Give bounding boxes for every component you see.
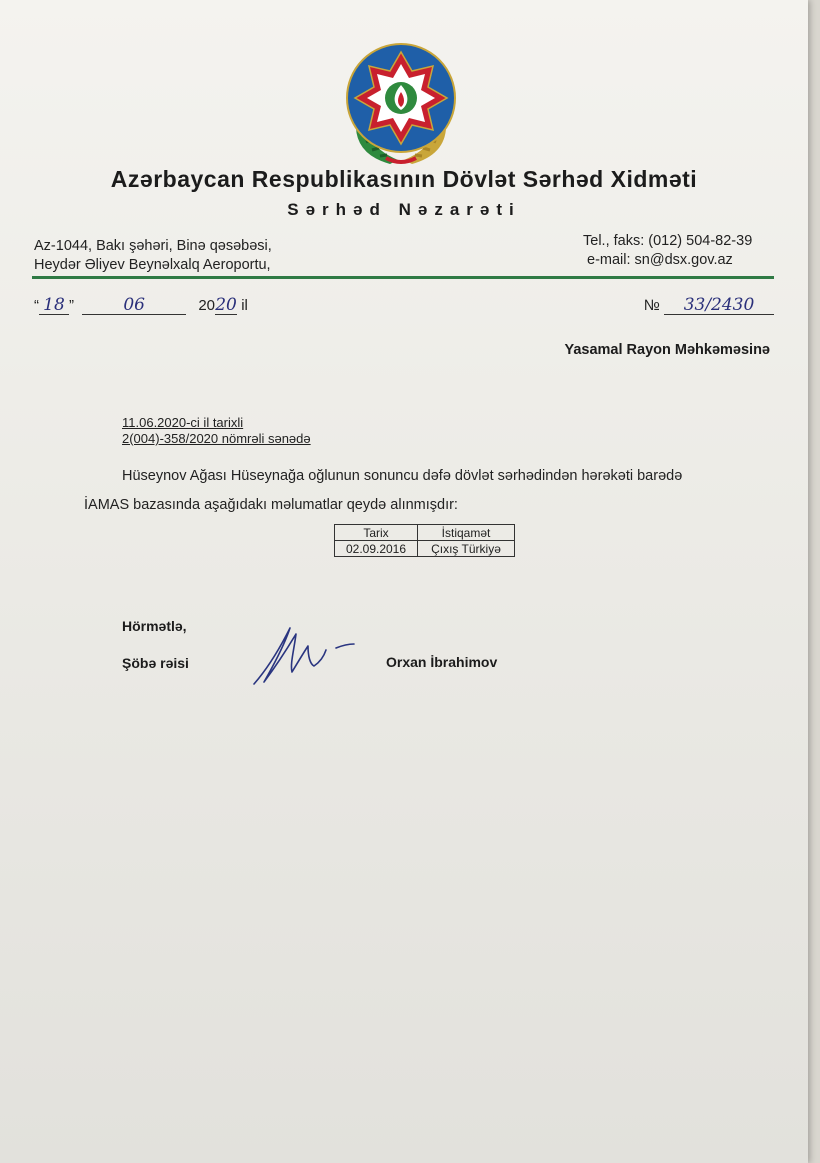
reference-line: 11.06.2020-ci il tarixli [122,415,244,430]
header-divider [32,276,774,279]
recipient: Yasamal Rayon Məhkəməsinə [564,342,770,358]
address-block [34,237,272,275]
signatory-position: Şöbə rəisi [122,655,189,671]
cell-direction: Çıxış Türkiyə [418,541,515,557]
date-close-quote: ” [69,297,74,314]
address-line: Az-1044, Bakı şəhəri, Binə qəsəbəsi, [34,238,272,254]
date-open-quote: “ [34,297,39,314]
organization-title: Azərbaycan Respublikasının Dövlət Sərhəd Xidməti [110,166,698,192]
letter-body [84,462,776,520]
body-line: İAMAS bazasında aşağıdakı məlumatlar qeydə alınmışdır: [84,497,458,513]
table-header-row [335,525,515,541]
cell-date: 02.09.2016 [335,541,418,557]
handwritten-signature [250,622,360,688]
phone-fax: Tel., faks: (012) 504-82-39 [583,233,753,249]
closing-salutation: Hörmətlə, [122,618,187,634]
date-day: 18 [39,296,69,315]
date-month: 06 [82,296,186,315]
header-cell-direction: İstiqamət [418,525,515,541]
date-number-row [34,296,774,322]
date-year-suffix: 20 [215,295,237,315]
contact-block [583,232,752,270]
organization-subtitle: Sərhəd Nəzarəti [287,200,521,219]
number-label: № [643,297,660,314]
date-year-prefix: 20 [198,297,216,314]
body-line: Hüseynov Ağası Hüseynağa oğlunun sonuncu dəfə dövlət sərhədindən hərəkəti barədə [122,468,683,484]
reference-block [122,415,311,447]
border-crossing-table [334,524,515,557]
document-number [644,296,774,315]
state-emblem-icon [340,36,462,168]
address-line: Heydər Əliyev Beynəlxalq Aeroportu, [34,257,271,273]
email-address: e-mail: sn@dsx.gov.az [587,252,733,268]
header-cell-date: Tarix [335,525,418,541]
date-year-unit: il [241,297,248,314]
signatory-name: Orxan İbrahimov [386,654,498,670]
number-value: 33/2430 [664,296,774,315]
table-row [335,541,515,557]
reference-line: 2(004)-358/2020 nömrəli sənədə [122,431,311,446]
document-date [34,296,248,315]
